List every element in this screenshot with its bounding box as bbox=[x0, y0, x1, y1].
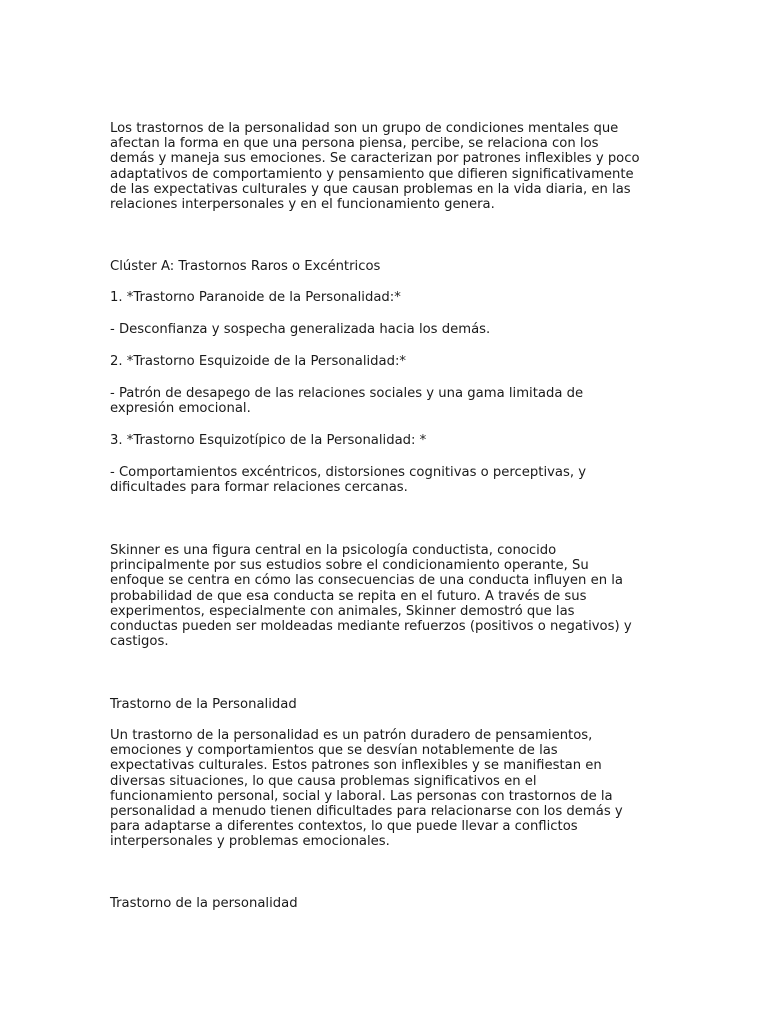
list-item-title: 2. *Trastorno Esquizoide de la Personalidad:* bbox=[110, 354, 407, 369]
cluster-heading: Clúster A: Trastornos Raros o Excéntricos bbox=[110, 259, 381, 274]
list-item-description: - Patrón de desapego de las relaciones sociales y una gama limitada de expresión emocional. bbox=[110, 386, 584, 417]
list-item-description: - Comportamientos excéntricos, distorsiones cognitivas o perceptivas, y dificultades para formar relaciones cercanas. bbox=[110, 465, 587, 496]
section-heading: Trastorno de la Personalidad bbox=[110, 697, 297, 712]
list-item-title: 1. *Trastorno Paranoide de la Personalidad:* bbox=[110, 290, 401, 305]
list-item-description: - Desconfianza y sospecha generalizada hacia los demás. bbox=[110, 322, 491, 337]
intro-paragraph: Los trastornos de la personalidad son un grupo de condiciones mentales que afectan la forma en que una persona piensa, percibe, se relaciona con los demás y maneja sus emociones. Se caracterizan por patrones inflexibles y poco adaptativos de comportamiento y pensamiento que difieren significativamente de las expectativas culturales y que causan problemas en la vida diaria, en las relaciones interpersonales y en el funcionamiento genera. bbox=[110, 121, 640, 213]
list-item-title: 3. *Trastorno Esquizotípico de la Personalidad: * bbox=[110, 433, 427, 448]
skinner-paragraph: Skinner es una figura central en la psicología conductista, conocido principalmente por sus estudios sobre el condicionamiento operante, Su enfoque se centra en cómo las consecuencias de una conducta influyen en la probabilidad de que esa conducta se repita en el futuro. A través de sus experimentos, especialmente con animales, Skinner demostró que las conductas pueden ser moldeadas mediante refuerzos (positivos o negativos) y castigos. bbox=[110, 543, 632, 650]
definition-paragraph: Un trastorno de la personalidad es un patrón duradero de pensamientos, emociones y comportamientos que se desvían notablemente de las expectativas culturales. Estos patrones son inflexibles y se manifiestan en diversas situaciones, lo que causa problemas significativos en el funcionamiento personal, social y laboral. Las personas con trastornos de la personalidad a menudo tienen dificultades para relacionarse con los demás y para adaptarse a diferentes contextos, lo que puede llevar a conflictos interpersonales y problemas emocionales. bbox=[110, 728, 623, 850]
section-heading: Trastorno de la personalidad bbox=[110, 896, 298, 911]
